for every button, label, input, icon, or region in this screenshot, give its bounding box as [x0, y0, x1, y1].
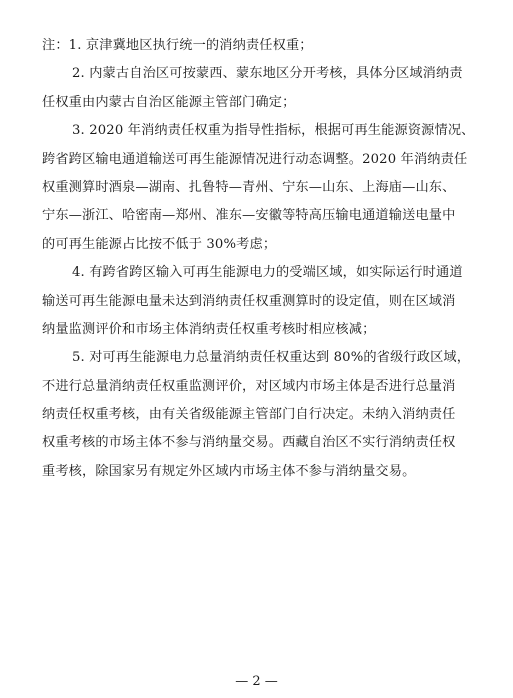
page-number: — 2 — — [235, 674, 278, 689]
note-line: 的可再生能源占比按不低于 30%考虑； — [42, 236, 277, 252]
note-line: 注：1. 京津冀地区执行统一的消纳责任权重； — [42, 38, 313, 53]
note-line: 权重考核的市场主体不参与消纳量交易。西藏自治区不实行消纳责任权 — [42, 435, 456, 451]
notes-section — [42, 32, 482, 486]
note-5 — [42, 344, 482, 486]
note-line: 输送可再生能源电量未达到消纳责任权重测算时的设定值，则在区域消 — [42, 293, 456, 309]
note-line: 纳量监测评价和市场主体消纳责任权重考核时相应核减； — [42, 321, 376, 337]
note-line: 2. 内蒙古自治区可按蒙西、蒙东地区分开考核，具体分区域消纳责 — [72, 66, 463, 82]
note-line: 重考核，除国家另有规定外区域内市场主体不参与消纳量交易。 — [42, 463, 416, 479]
note-line: 任权重由内蒙古自治区能源主管部门确定； — [42, 94, 296, 110]
note-line: 纳责任权重考核，由有关省级能源主管部门自行决定。未纳入消纳责任 — [42, 407, 456, 423]
note-line: 4. 有跨省跨区输入可再生能源电力的受端区域，如实际运行时通道 — [72, 265, 463, 281]
note-line: 不进行总量消纳责任权重监测评价，对区域内市场主体是否进行总量消 — [42, 378, 456, 394]
note-4 — [42, 259, 482, 344]
note-2 — [42, 60, 482, 117]
note-1 — [42, 32, 482, 60]
note-line: 3. 2020 年消纳责任权重为指导性指标，根据可再生能源资源情况、 — [72, 123, 475, 139]
note-3 — [42, 117, 482, 259]
note-line: 宁东—浙江、哈密南—郑州、准东—安徽等特高压输电通道输送电量中 — [42, 208, 456, 224]
note-line: 5. 对可再生能源电力总量消纳责任权重达到 80%的省级行政区域， — [72, 350, 471, 366]
note-line: 跨省跨区输电通道输送可再生能源情况进行动态调整。2020 年消纳责任 — [42, 151, 468, 167]
note-line: 权重测算时酒泉—湖南、扎鲁特—青州、宁东—山东、上海庙—山东、 — [42, 179, 456, 195]
